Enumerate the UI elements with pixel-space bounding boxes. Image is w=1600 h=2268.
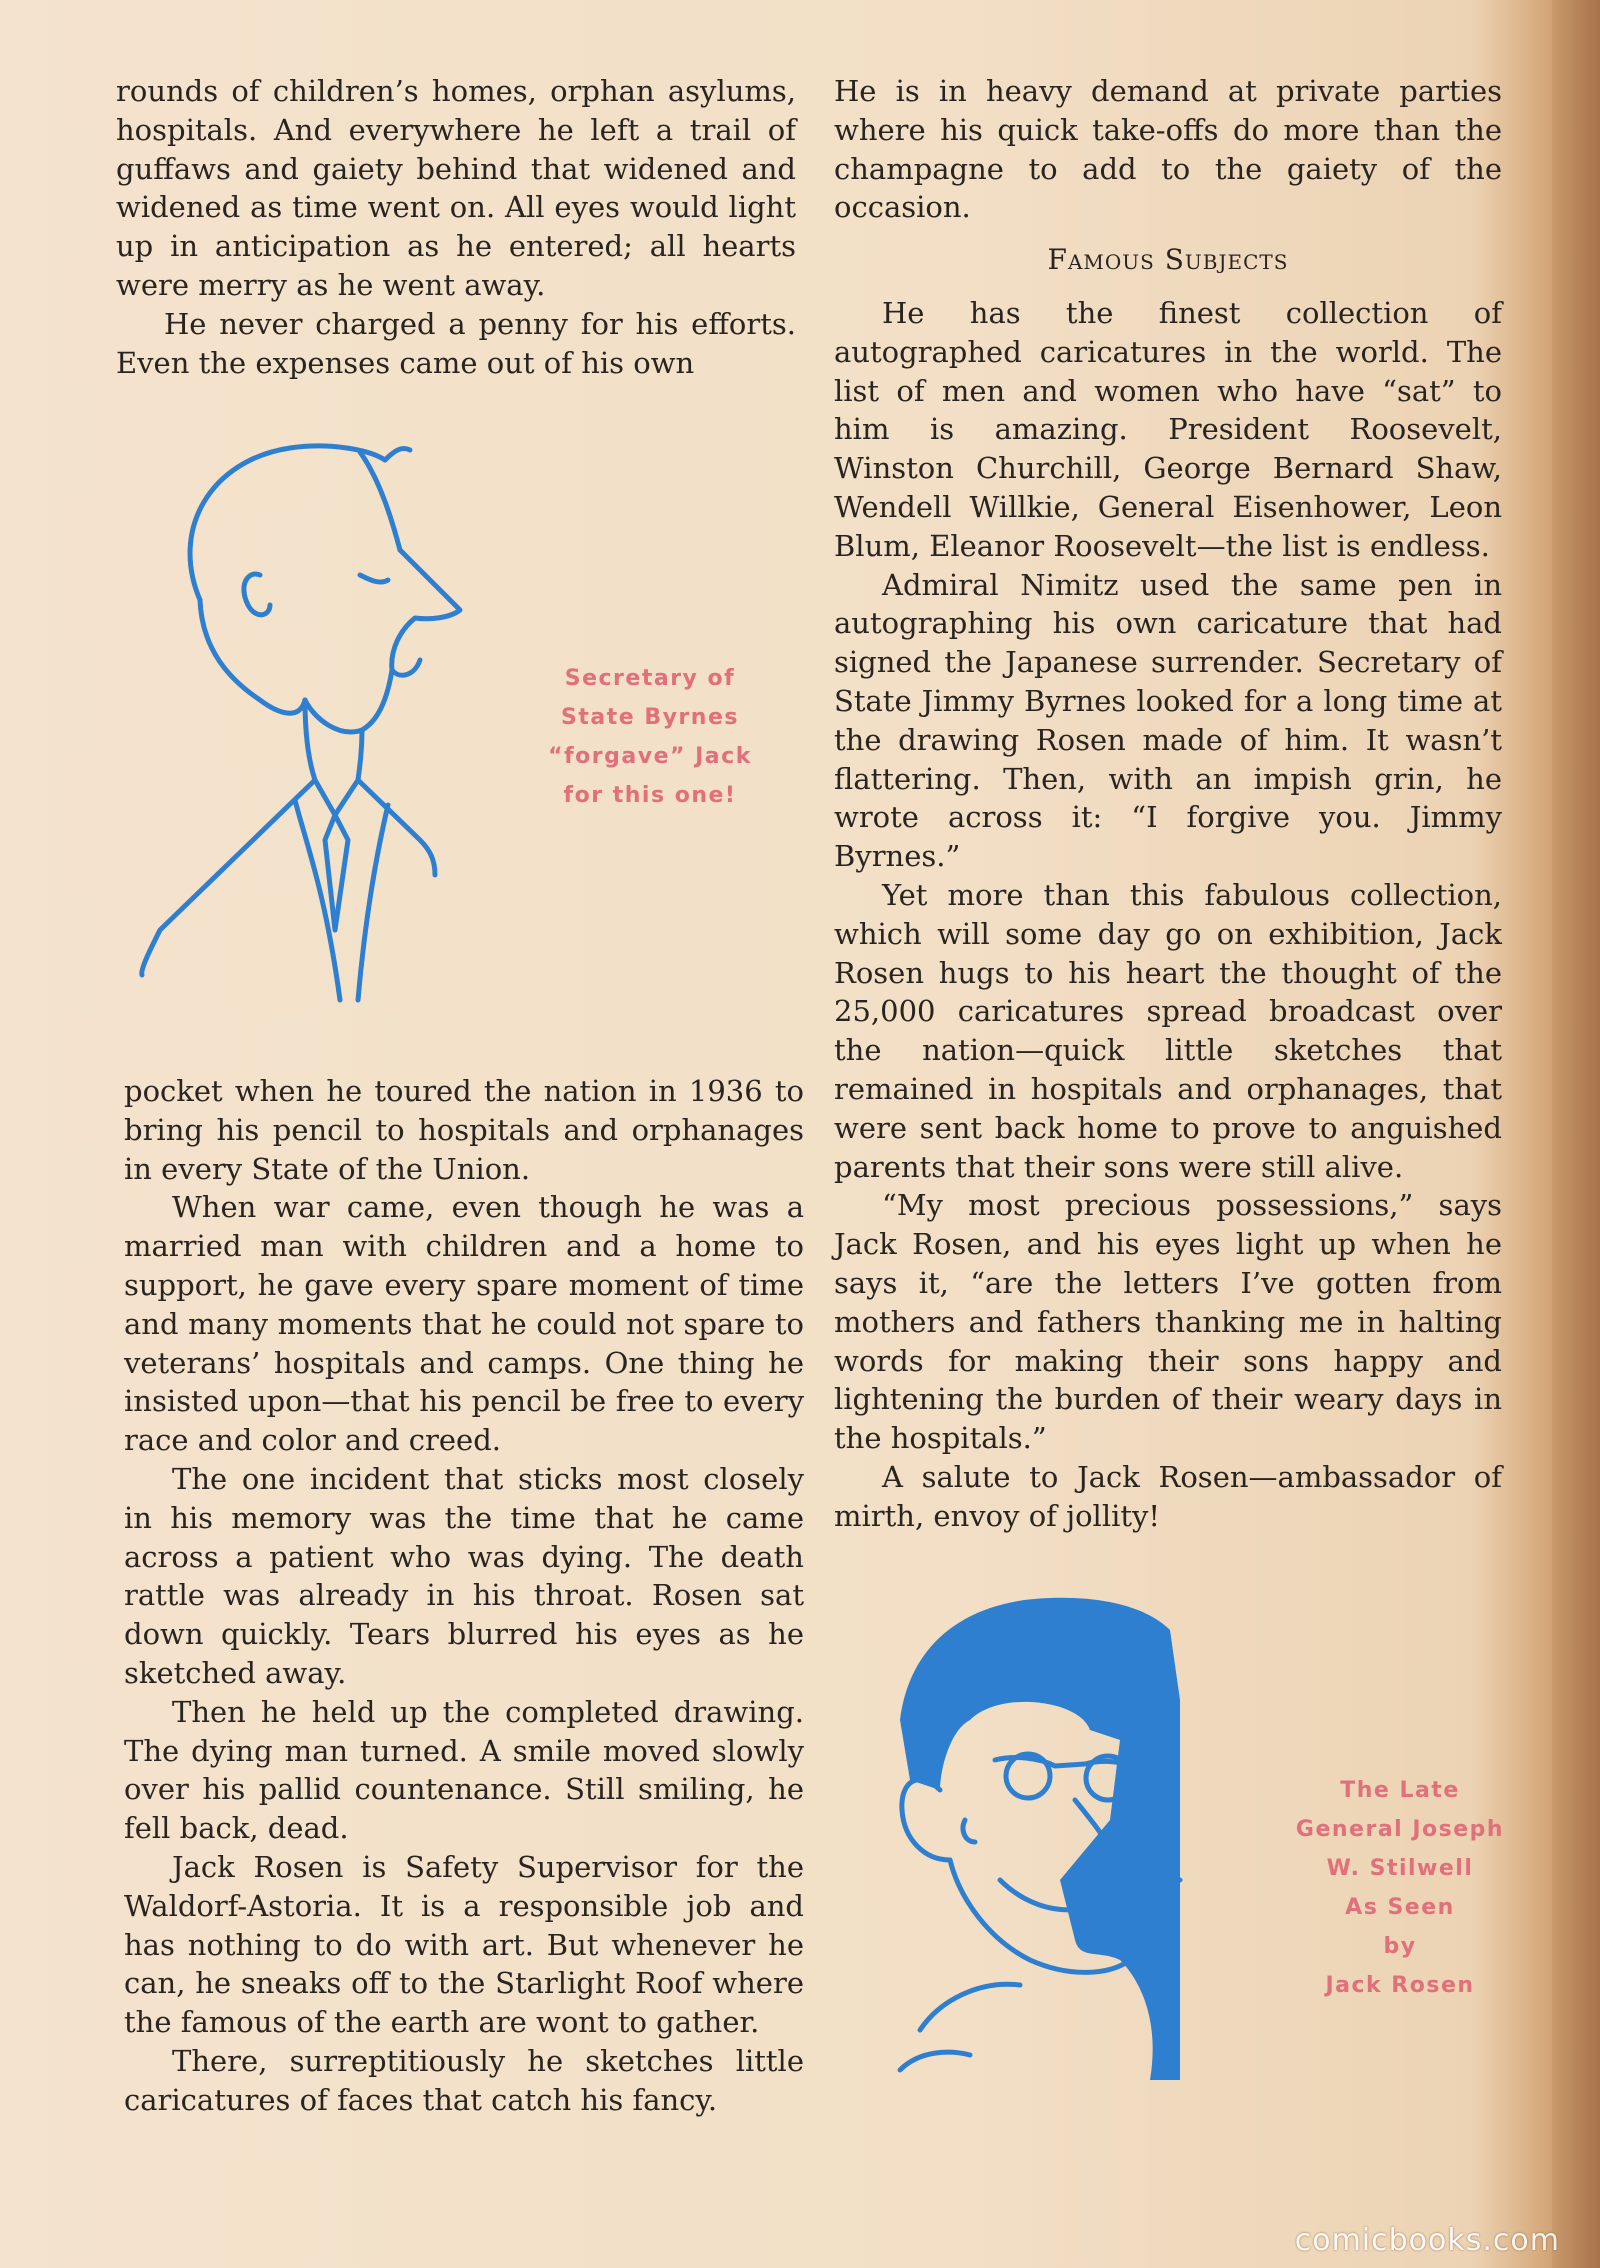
paragraph: Then he held up the completed drawing. The dying man turned. A smile moved slowly over his pallid countenance. Still smiling, he fell back, dead. <box>124 1694 804 1846</box>
caption-line: State Byrnes <box>561 705 739 730</box>
paragraph: He has the finest collection of autographed caricatures in the world. The list of men and women who have “sat” to him is amazing. President Roosevelt, Winston Churchill, George Bernard Shaw, Wendell Willkie, General Eisenhower, Leon Blum, Eleanor Roosevelt—the list is endless. <box>834 295 1502 563</box>
caricature-stilwell-icon <box>880 1580 1240 2100</box>
watermark: comicbooks.com <box>1294 2223 1560 2258</box>
paragraph: He never charged a penny for his efforts. Even the expenses came out of his own <box>116 306 796 380</box>
paragraph: Admiral Nimitz used the same pen in autographing his own caricature that had signed the Japanese surrender. Secretary of State Jimmy Byrnes looked for a long time at the drawing Rosen made of him. It wasn’t flattering. Then, with an impish grin, he wrote across it: “I forgive you. Jimmy Byrnes.” <box>834 567 1502 874</box>
caption-line: by <box>1383 1934 1417 1959</box>
caption-line: As Seen <box>1345 1895 1455 1920</box>
paragraph: rounds of children’s homes, orphan asylums, hospitals. And everywhere he left a trail of guffaws and gaiety behind that widened and widened as time went on. All eyes would light up in anticipation as he entered; all hearts were merry as he went away. <box>116 74 796 302</box>
caricature-byrnes-icon <box>130 420 530 1020</box>
right-column <box>834 72 1502 1535</box>
caption-line: Jack Rosen <box>1325 1973 1475 1998</box>
paragraph: Jack Rosen is Safety Supervisor for the Waldorf-Astoria. It is a responsible job and has nothing to do with art. But whenever he can, he sneaks off to the Starlight Roof where the famous of the earth are wont to gather. <box>124 1849 804 2040</box>
caption-stilwell <box>1250 1771 1550 2005</box>
caption-line: General Joseph <box>1295 1817 1505 1842</box>
caption-line: for this one! <box>563 783 737 808</box>
paragraph: The one incident that sticks most closely in his memory was the time that he came across a patient who was dying. The death rattle was already in his throat. Rosen sat down quickly. Tears blurred his eyes as he sketched away. <box>124 1461 804 1690</box>
paragraph: pocket when he toured the nation in 1936 to bring his pencil to hospitals and orphanages in every State of the Union. <box>124 1074 804 1186</box>
paragraph: Yet more than this fabulous collection, which will some day go on exhibition, Jack Rosen hugs to his heart the thought of the 25,000 caricatures spread broadcast over the nation—quick little sketches that remained in hospitals and orphanages, that were sent back home to prove to anguished parents that their sons were still alive. <box>834 877 1502 1184</box>
caption-line: W. Stilwell <box>1326 1856 1474 1881</box>
caption-byrnes <box>520 659 780 815</box>
left-column-bottom <box>124 1072 804 2120</box>
paragraph: When war came, even though he was a married man with children and a home to support, he gave every spare moment of time and many moments that he could not spare to veterans’ hospitals and camps. One thing he insisted upon—that his pencil be free to every race and color and creed. <box>124 1190 804 1458</box>
caption-line: “forgave” Jack <box>548 744 752 769</box>
left-column-top <box>116 72 796 382</box>
caption-line: Secretary of <box>564 666 736 691</box>
section-heading: Famous Subjects <box>1047 243 1289 277</box>
paragraph: There, surreptitiously he sketches little caricatures of faces that catch his fancy. <box>124 2043 804 2117</box>
caption-line: The Late <box>1340 1778 1460 1803</box>
paragraph: A salute to Jack Rosen—ambassador of mirth, envoy of jollity! <box>834 1459 1502 1533</box>
page-edge <box>1552 0 1600 2268</box>
paragraph: “My most precious possessions,” says Jack Rosen, and his eyes light up when he says it, “are the letters I’ve gotten from mothers and fathers thanking me in halting words for making their sons happy and lightening the burden of their weary days in the hospitals.” <box>834 1188 1502 1456</box>
paragraph: He is in heavy demand at private parties where his quick take-offs do more than the champagne to add to the gaiety of the occasion. <box>834 74 1502 225</box>
